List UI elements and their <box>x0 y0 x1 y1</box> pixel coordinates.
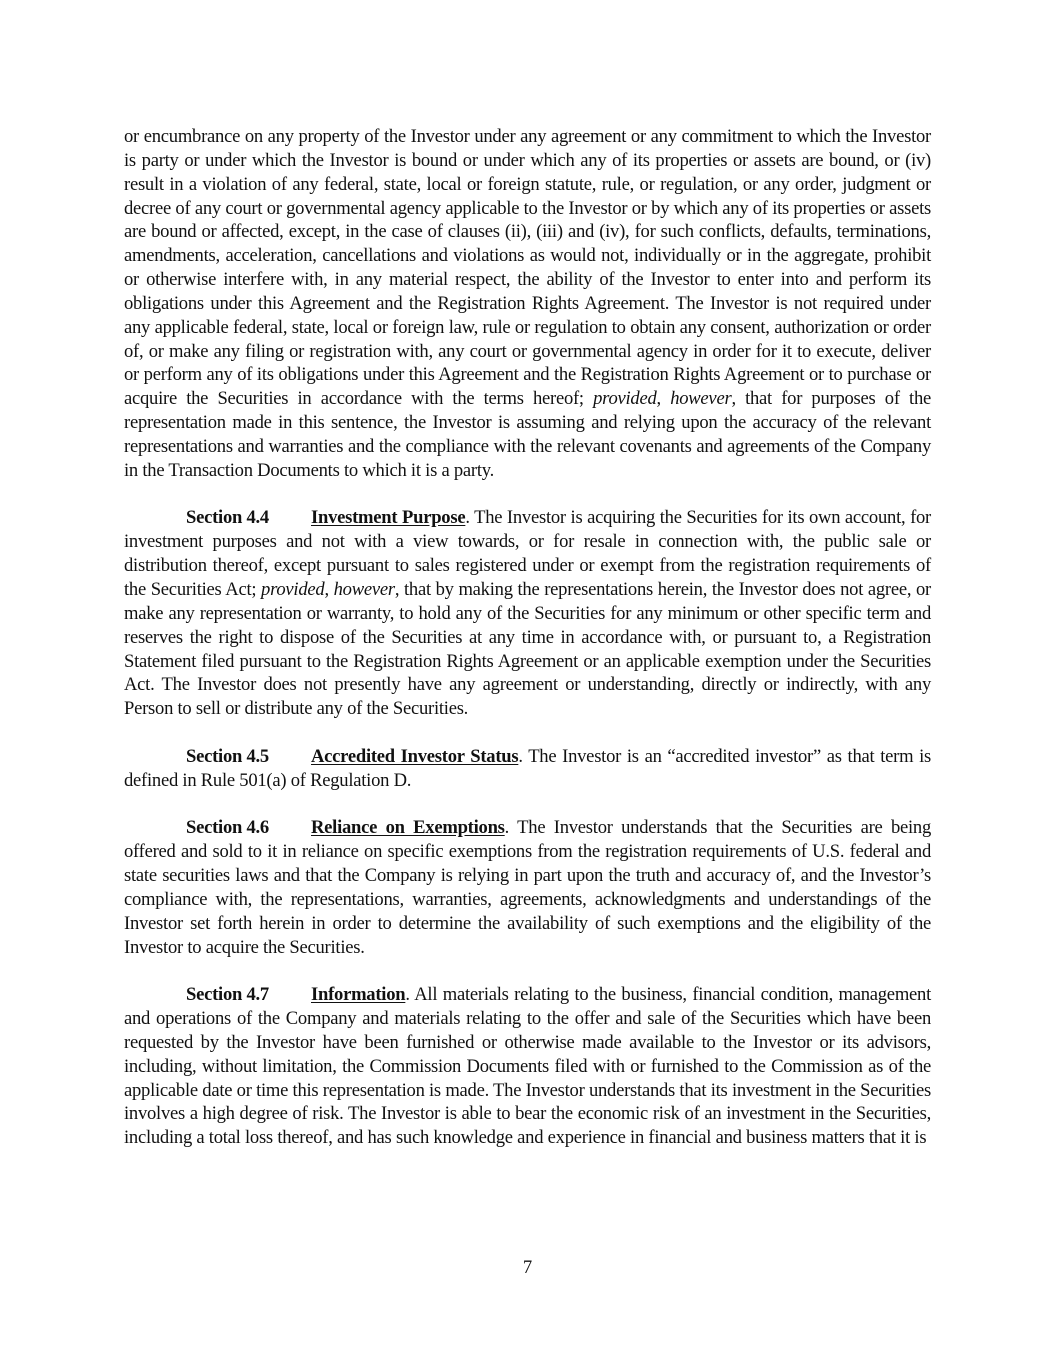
section-text: All materials relating to the business, financial condition, management and operations of the Company and materials relating to the offer and sale of the Securities which have been requested by the Investor have been furnished or otherwise made available to the Investor or its advisors, including, without limitation, the Commission Documents filed with or furnished to the Commission as of the applicable date or time this representation is made. The Investor understands that its investment in the Securities involves a high degree of risk. The Investor is able to bear the economic risk of an investment in the Securities, including a total loss thereof, and has such knowledge and experience in financial and business matters that it is <box>124 984 931 1149</box>
punctuation: . <box>504 817 518 839</box>
section-title: Accredited Investor Status <box>311 745 519 767</box>
italic-provided: provided <box>593 388 657 410</box>
section-4-6 <box>124 816 931 959</box>
section-4-7 <box>124 983 931 1150</box>
section-text: , that by making the representations herein, the Investor does not agree, or make any representation or warranty, to hold any of the Securities for any minimum or other specific term and reserves the right to dispose of the Securities at any time in accordance with, or pursuant to, a Registration Statement filed pursuant to the Registration Rights Agreement or an applicable exemption under the Securities Act. The Investor does not presently have any agreement or understanding, directly or indirectly, with any Person to sell or distribute any of the Securities. <box>124 578 931 720</box>
document-page-body <box>124 125 931 1150</box>
section-text: The Investor is acquiring the Securities for its own account, for investment purposes and not with a view towards, or for resale in connection with, the public sale or distribution thereof, except pursuant to sales registered under or exempt from the registration requirements of the Securities Act; <box>124 507 931 600</box>
section-4-5 <box>124 745 931 793</box>
section-text: The Investor is an “accredited investor” as that term is defined in Rule 501(a) of Regulation D. <box>124 745 931 791</box>
italic-provided: provided <box>261 578 325 600</box>
punctuation: . <box>465 507 475 529</box>
italic-however: however <box>670 388 732 410</box>
section-4-4 <box>124 506 931 721</box>
punctuation: . <box>405 984 415 1006</box>
section-number: Section 4.7 <box>186 984 269 1006</box>
paragraph-text: , that for purposes of the representation made in this sentence, the Investor is assuming and relying upon the accuracy of the relevant representations and warranties and the compliance with the relevant covenants and agreements of the Company in the Transaction Documents to which it is a party. <box>124 388 931 481</box>
section-title: Investment Purpose <box>311 507 466 529</box>
continuation-paragraph <box>124 125 931 483</box>
section-title: Reliance on Exemptions <box>311 817 505 839</box>
section-text: The Investor understands that the Securities are being offered and sold to it in reliance on specific exemptions from the registration requirements of U.S. federal and state securities laws and that the Company is relying in part upon the truth and accuracy of, and the Investor’s compliance with, the representations, warranties, agreements, acknowledgments and understandings of the Investor set forth herein in order to determine the availability of such exemptions and the eligibility of the Investor to acquire the Securities. <box>124 817 932 958</box>
italic-however: however <box>333 578 395 600</box>
section-title: Information <box>311 984 406 1006</box>
section-number: Section 4.5 <box>186 745 269 767</box>
section-number: Section 4.6 <box>186 817 269 839</box>
punctuation: . <box>518 745 529 767</box>
page-number: 7 <box>522 1257 533 1278</box>
section-number: Section 4.4 <box>186 507 269 529</box>
punctuation: , <box>324 578 334 600</box>
paragraph-text: or encumbrance on any property of the Investor under any agreement or any commitment to which the Investor is party or under which the Investor is bound or under which any of its properties or assets are bound, or (iv) result in a violation of any federal, state, local or foreign statute, rule, or regulation, or any order, judgment or decree of any court or governmental agency applicable to the Investor or by which any of its properties or assets are bound or affected, except, in the case of clauses (ii), (iii) and (iv), for such conflicts, defaults, terminations, amendments, acceleration, cancellations and violations as would not, individually or in the aggregate, prohibit or otherwise interfere with, in any material respect, the ability of the Investor to enter into and perform its obligations under this Agreement and the Registration Rights Agreement. The Investor is not required under any applicable federal, state, local or foreign law, rule or regulation to obtain any consent, authorization or order of, or make any filing or registration with, any court or governmental agency in order for it to execute, deliver or perform any of its obligations under this Agreement and the Registration Rights Agreement or to purchase or acquire the Securities in accordance with the terms hereof; <box>124 126 931 410</box>
punctuation: , <box>656 388 671 410</box>
